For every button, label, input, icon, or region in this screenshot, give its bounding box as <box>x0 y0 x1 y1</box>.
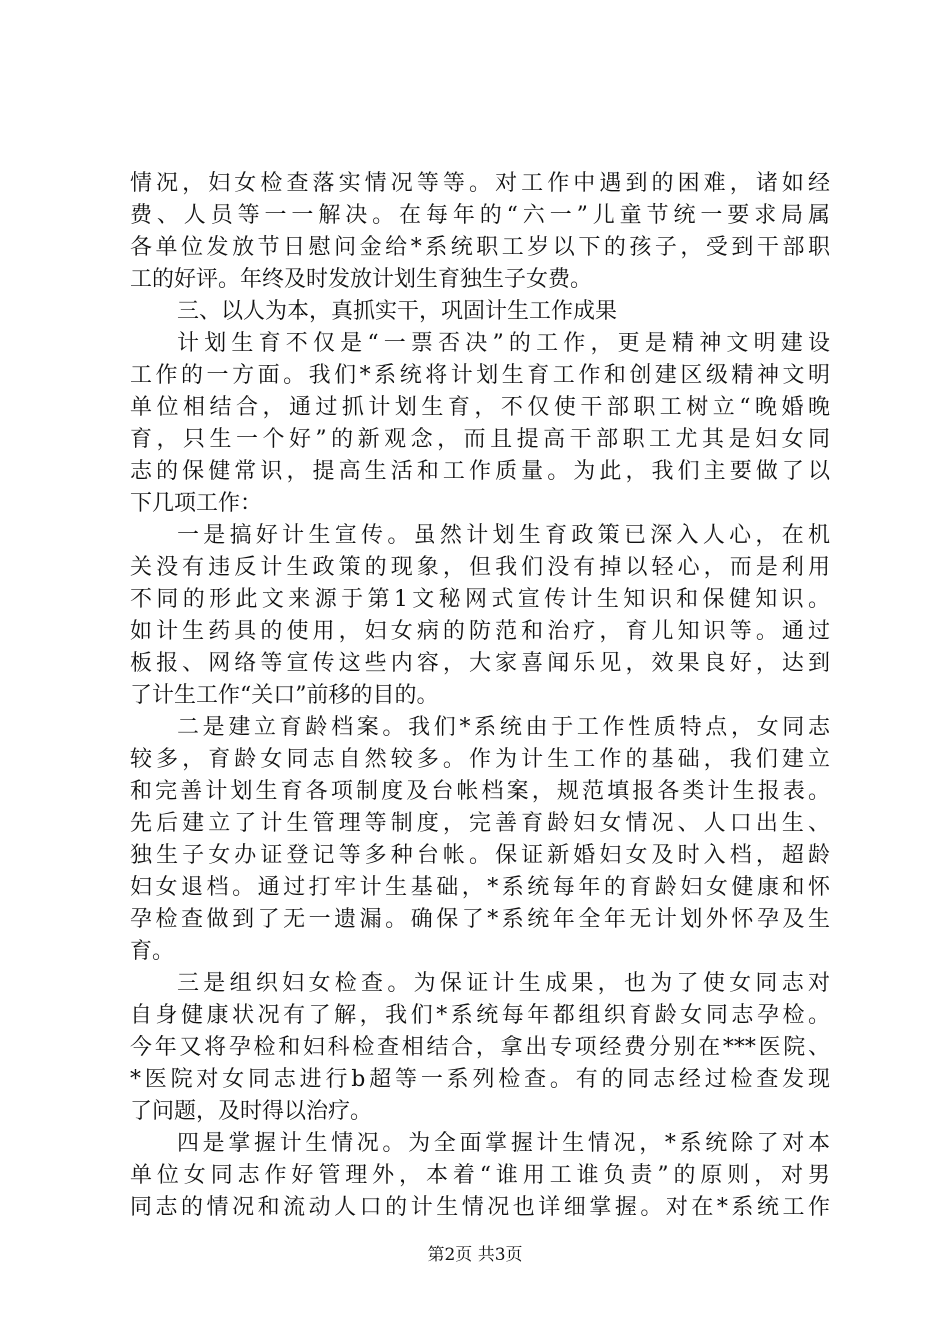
text-line: 下几项工作： <box>130 491 263 516</box>
text-line: 了计生工作“关口”前移的目的。 <box>130 683 439 708</box>
text-line: 四是掌握计生情况。为全面掌握计生情况，*系统除了对本 <box>177 1131 830 1156</box>
text-line: 关没有违反计生政策的现象，但我们没有掉以轻心，而是利用 <box>130 555 830 580</box>
text-line: 育。 <box>130 939 175 964</box>
text-line: 二是建立育龄档案。我们*系统由于工作性质特点，女同志 <box>177 715 830 740</box>
text-line: 妇女退档。通过打牢计生基础，*系统每年的育龄妇女健康和怀 <box>130 875 830 900</box>
text-line: 育，只生一个好”的新观念，而且提高干部职工尤其是妇女同 <box>130 427 830 452</box>
text-line: *医院对女同志进行b超等一系列检查。有的同志经过检查发现 <box>130 1067 830 1092</box>
text-line: 工作的一方面。我们*系统将计划生育工作和创建区级精神文明 <box>130 363 830 388</box>
text-line: 自身健康状况有了解，我们*系统每年都组织育龄女同志孕检。 <box>130 1003 830 1028</box>
text-line: 和完善计划生育各项制度及台帐档案，规范填报各类计生报表。 <box>130 779 830 804</box>
text-line: 单位女同志作好管理外，本着“谁用工谁负责”的原则，对男 <box>130 1163 830 1188</box>
text-line: 志的保健常识，提高生活和工作质量。为此，我们主要做了以 <box>130 459 830 484</box>
text-line: 较多，育龄女同志自然较多。作为计生工作的基础，我们建立 <box>130 747 830 772</box>
text-line: 各单位发放节日慰问金给*系统职工岁以下的孩子，受到干部职 <box>130 235 830 260</box>
text-line: 不同的形此文来源于第1文秘网式宣传计生知识和保健知识。 <box>130 587 830 612</box>
text-line: 单位相结合，通过抓计划生育，不仅使干部职工树立“晚婚晚 <box>130 395 830 420</box>
text-line: 孕检查做到了无一遗漏。确保了*系统年全年无计划外怀孕及生 <box>130 907 830 932</box>
text-line: 了问题，及时得以治疗。 <box>130 1099 373 1124</box>
page-number-footer: 第2页 共3页 <box>427 1245 523 1265</box>
text-line: 独生子女办证登记等多种台帐。保证新婚妇女及时入档，超龄 <box>130 843 830 868</box>
text-line: 同志的情况和流动人口的计生情况也详细掌握。对在*系统工作 <box>130 1195 830 1220</box>
text-line: 一是搞好计生宣传。虽然计划生育政策已深入人心，在机 <box>177 523 830 548</box>
text-line: 今年又将孕检和妇科检查相结合，拿出专项经费分别在***医院、 <box>130 1035 830 1060</box>
text-line: 情况，妇女检查落实情况等等。对工作中遇到的困难，诸如经 <box>130 171 830 196</box>
text-line: 先后建立了计生管理等制度，完善育龄妇女情况、人口出生、 <box>130 811 830 836</box>
text-line: 板报、网络等宣传这些内容，大家喜闻乐见，效果良好，达到 <box>130 651 830 676</box>
section-heading: 三、以人为本，真抓实干，巩固计生工作成果 <box>177 299 618 324</box>
text-line: 三是组织妇女检查。为保证计生成果，也为了使女同志对 <box>177 971 830 996</box>
text-line: 如计生药具的使用，妇女病的防范和治疗，育儿知识等。通过 <box>130 619 830 644</box>
text-line: 计划生育不仅是“一票否决”的工作，更是精神文明建设 <box>177 331 830 356</box>
text-line: 工的好评。年终及时发放计划生育独生子女费。 <box>130 267 593 292</box>
text-line: 费、人员等一一解决。在每年的“六一”儿童节统一要求局属 <box>130 203 830 228</box>
